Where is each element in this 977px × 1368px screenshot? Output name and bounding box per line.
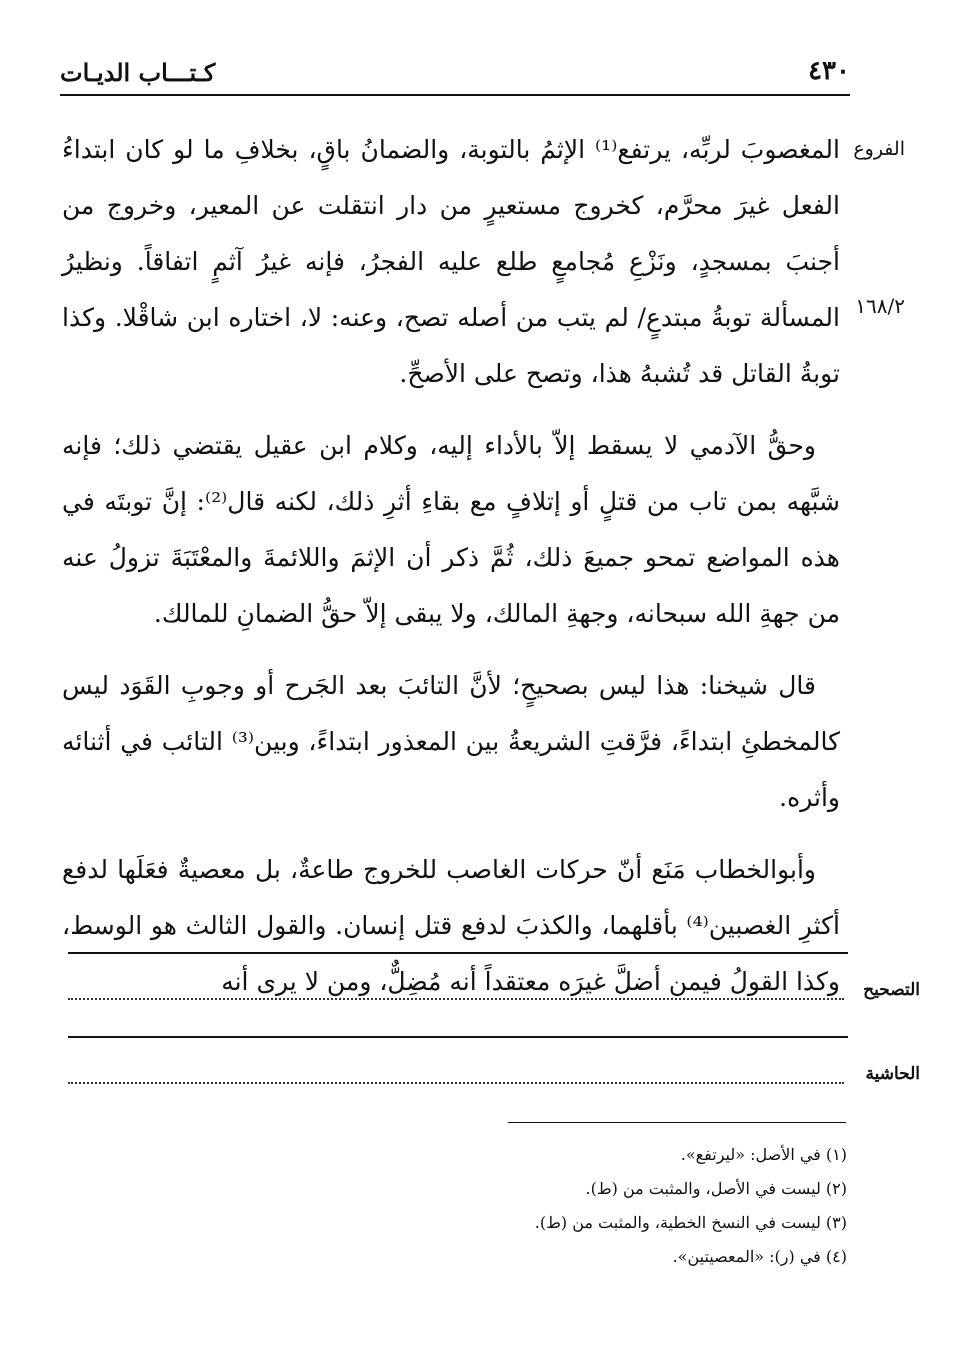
page-header bbox=[60, 52, 850, 92]
margin-note-field[interactable] bbox=[68, 1064, 920, 1094]
correction-label: التصحيح bbox=[863, 980, 920, 1000]
footnote-3: (٣) ليست في النسخ الخطية، والمثبت من (ط). bbox=[534, 1213, 847, 1232]
correction-dotted-line bbox=[68, 998, 844, 1000]
margin-label: الحاشية bbox=[865, 1064, 920, 1084]
footnotes bbox=[147, 1138, 847, 1274]
header-rule bbox=[60, 94, 850, 96]
paragraph-4: وأبوالخطاب مَنَع أنّ حركات الغاصب للخروج طاعةٌ، بل معصيةٌ فعَلَها لدفع أكثرِ الغصبين⁽⁴⁾ بأقلهما، والكذبَ لدفع قتل إنسان. والقول الثالث هو الوسط، وكذا القولُ فيمن أضلَّ غيرَه معتقداً أنه مُضِلٌّ، ومن لا يرى أنه bbox=[62, 855, 840, 996]
margin-dotted-line bbox=[68, 1082, 844, 1084]
footnote-rule bbox=[508, 1122, 846, 1123]
margin-note-volume-page: ١٦٨/٢ bbox=[855, 294, 905, 318]
separator-top bbox=[68, 952, 848, 954]
paragraph-2: وحقُّ الآدمي لا يسقط إلاّ بالأداء إليه، وكلام ابن عقيل يقتضي ذلك؛ فإنه شبَّهه بمن تاب من قتلٍ أو إتلافٍ مع بقاءِ أثرِ ذلك، لكنه قال⁽²⁾: إنَّ توبتَه في هذه المواضع تمحو جميعَ ذلك، ثُمَّ ذكر أن الإثمَ واللائمةَ والمعْتَبَةَ تزولُ عنه من جهةِ الله سبحانه، وجهةِ المالك، ولا يبقى إلاّ حقُّ الضمانِ للمالك. bbox=[62, 431, 840, 628]
running-title: كـتـــاب الديـات bbox=[60, 58, 216, 87]
paragraph-1: المغصوبَ لربِّه، يرتفع⁽¹⁾ الإثمُ بالتوبة، والضمانُ باقٍ، بخلافِ ما لو كان ابتداءُ الفعل غيرَ محرَّم، كخروج مستعيرٍ من دار انتقلت عن المعير، وخروج من أجنبَ بمسجدٍ، ونَزْعِ مُجامعٍ طلع عليه الفجرُ، فإنه غيرُ آثمٍ اتفاقاً. ونظيرُ المسألة توبةُ مبتدعٍ/ لم يتب من أصله تصح، وعنه: لا، اختاره ابن شاقْلا. وكذا توبةُ القاتل قد تُشبهُ هذا، وتصح على الأصحِّ. bbox=[62, 135, 840, 388]
margin-note-source: الفروع bbox=[853, 138, 905, 160]
page-number: ٤٣٠ bbox=[808, 56, 850, 86]
footnote-4: (٤) في (ر): «المعصيتين». bbox=[672, 1247, 847, 1266]
correction-field[interactable] bbox=[68, 980, 920, 1010]
footnote-2: (٢) ليست في الأصل، والمثبت من (ط). bbox=[585, 1179, 847, 1198]
footnote-1: (١) في الأصل: «ليرتفع». bbox=[680, 1145, 847, 1164]
paragraph-3: قال شيخنا: هذا ليس بصحيحٍ؛ لأنَّ التائبَ بعد الجَرح أو وجوبِ القَوَد ليس كالمخطئِ ابتداءً، فرَّقتِ الشريعةُ بين المعذور ابتداءً، وبين⁽³⁾ التائب في أثنائه وأثره. bbox=[62, 671, 840, 812]
separator-middle bbox=[68, 1036, 848, 1038]
main-text bbox=[62, 122, 840, 1026]
